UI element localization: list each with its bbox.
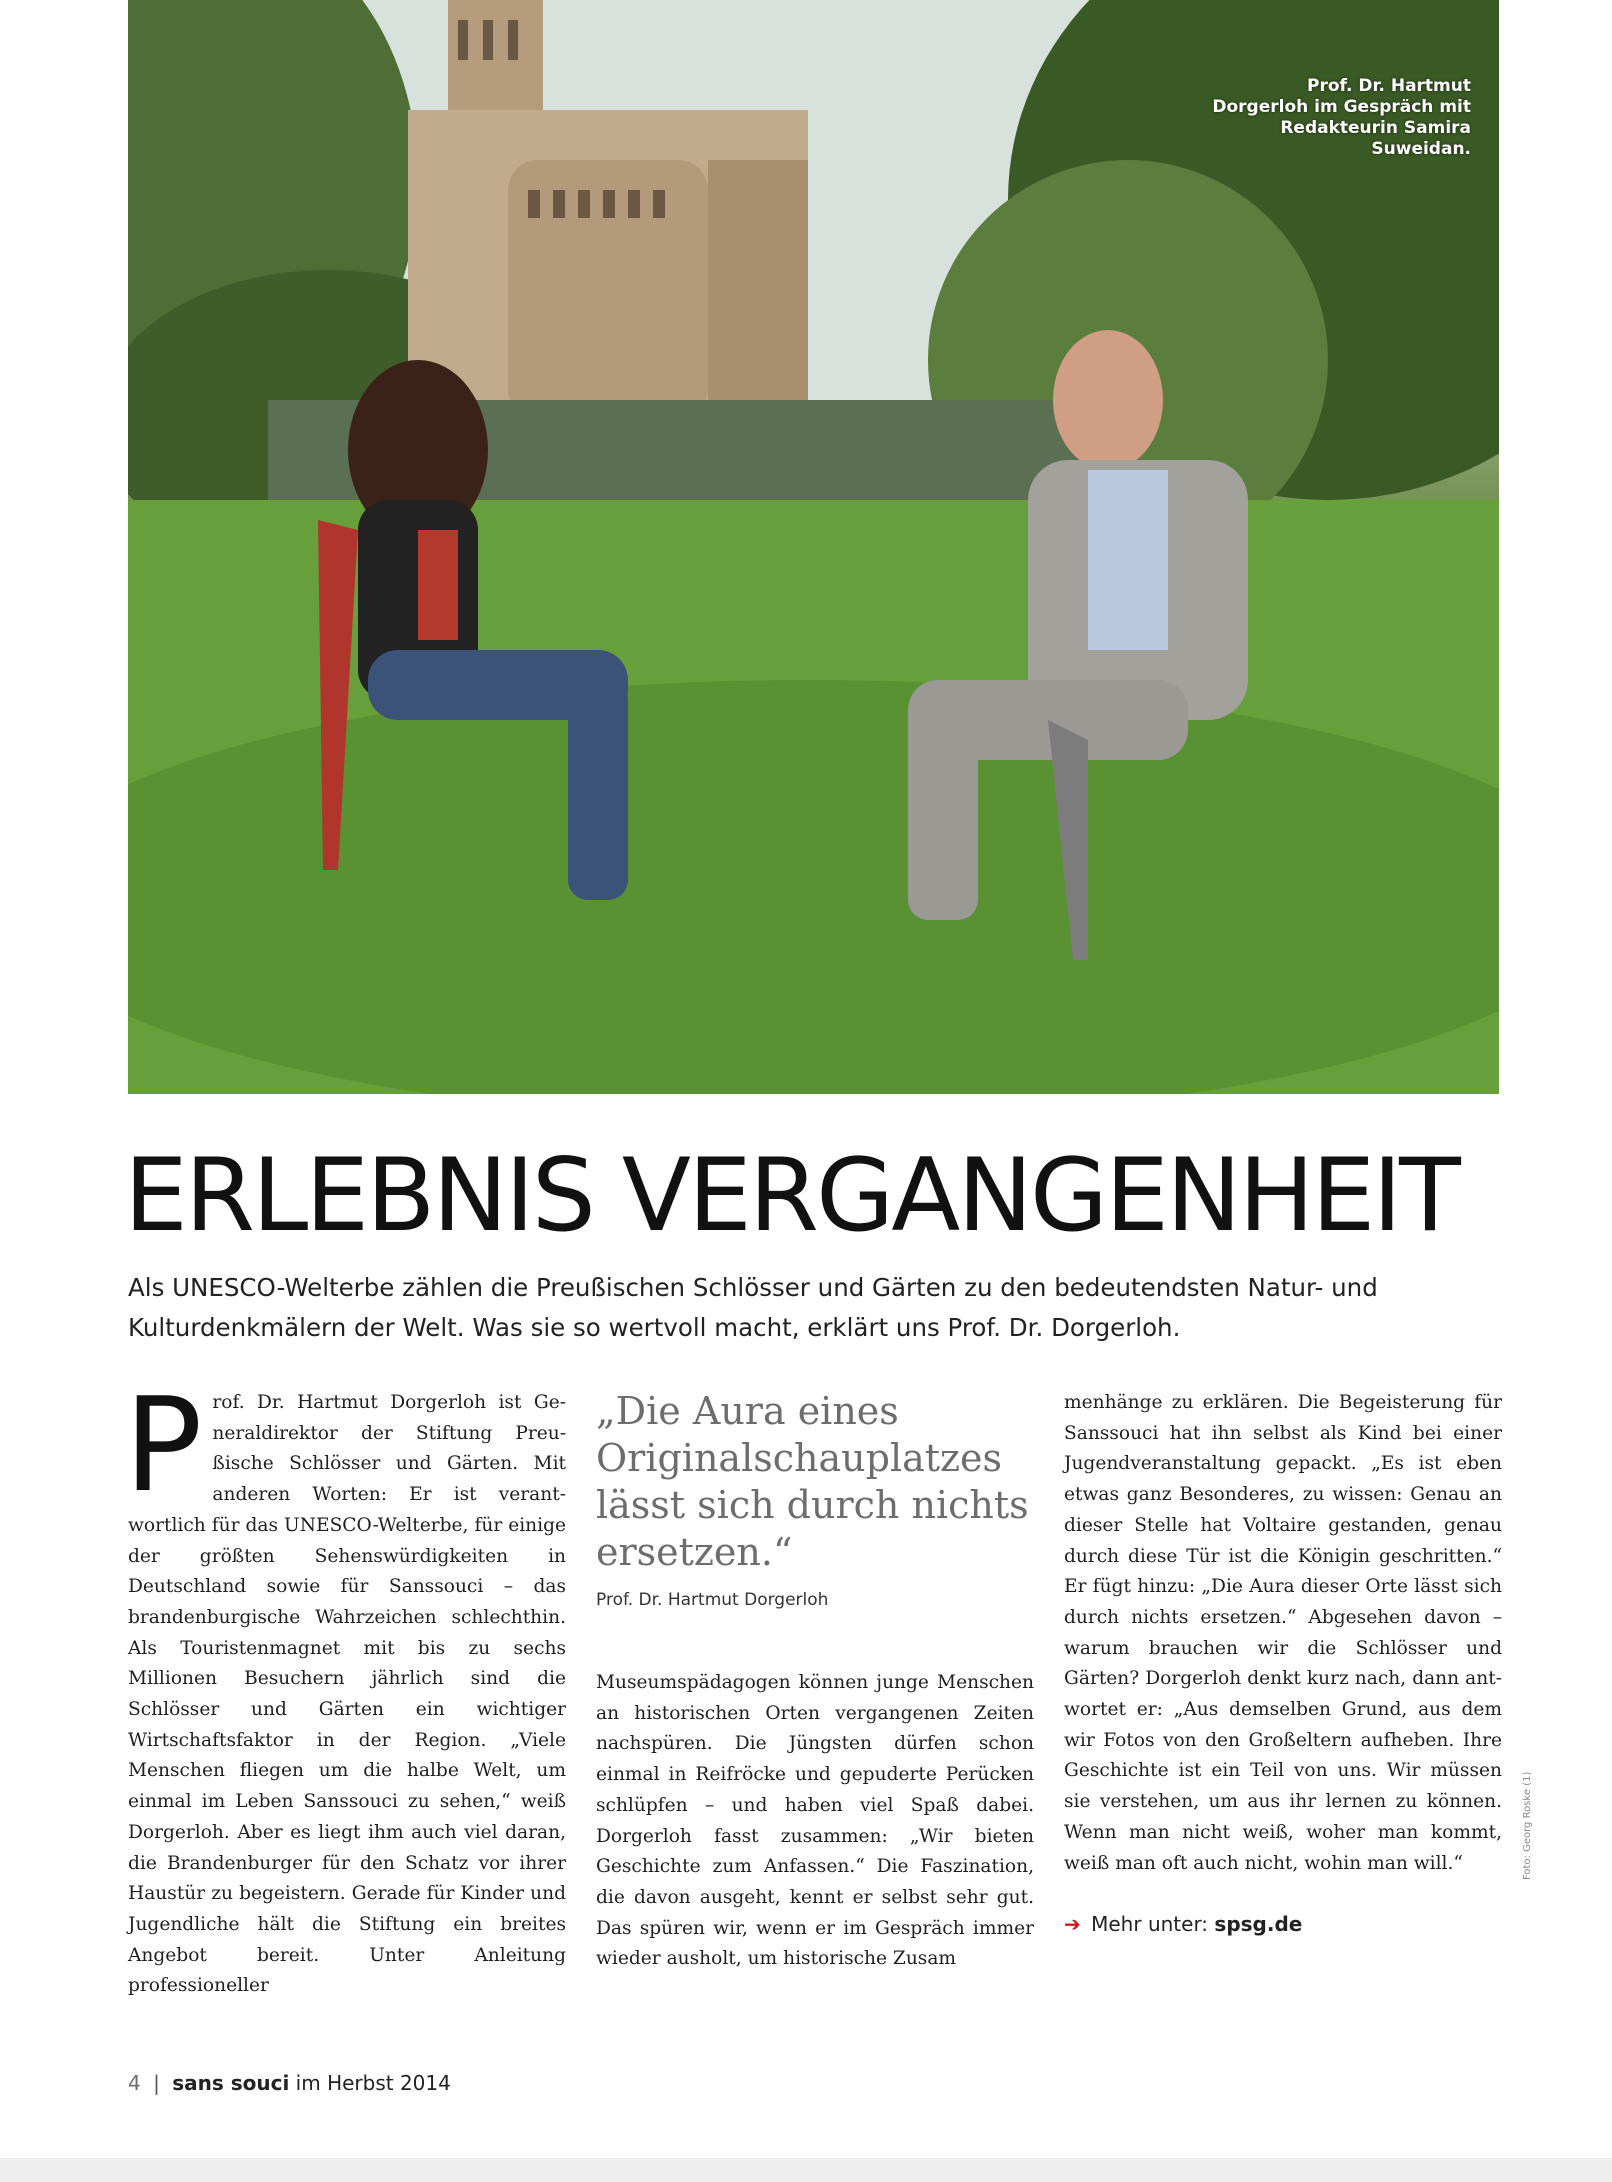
photo-caption: Prof. Dr. Hartmut Dorgerloh im Gespräch mit Redakteurin Samira Suweidan.	[1212, 76, 1471, 159]
article-column-1	[124, 1369, 566, 2002]
more-info-prefix: Mehr unter:	[1091, 1912, 1209, 1937]
bottom-strip	[0, 2158, 1612, 2182]
page-footer	[128, 2071, 451, 2095]
magazine-edition: im Herbst 2014	[295, 2071, 451, 2095]
article-column-3	[1064, 1388, 1502, 1940]
footer-separator: |	[153, 2071, 160, 2095]
article-column-2	[596, 1388, 1034, 1975]
intro-text: Als UNESCO-Welterbe zählen die Preußischen Schlösser und Gärten zu den bedeutendsten Natur- und Kulturdenkmälern der Welt. Was sie so wertvoll macht, erklärt uns Prof. Dr. Dorgerloh.	[128, 1273, 1378, 1342]
drop-cap: P	[124, 1369, 203, 1521]
hero-photo	[128, 0, 1499, 1094]
photo-illustration	[128, 0, 1499, 1094]
photo-credit: Foto: Georg Roske (1)	[1522, 1771, 1533, 1880]
page-number: 4	[128, 2071, 141, 2095]
more-info-domain[interactable]: spsg.de	[1214, 1912, 1303, 1937]
column-3-text: menhänge zu erklären. Die Begeisterung für Sanssouci hat ihn selbst als Kind bei einer Jugendveranstaltung gepackt. „Es ist eben etwas ganz Besonderes, zu wissen: Genau an dieser Stelle hat Voltaire gestanden, genau durch diese Tür ist die Königin geschritten.“ Er fügt hinzu: „Die Aura dieser Orte lässt sich durch nichts ersetzen.“ Abgesehen davon – warum brauchen wir die Schlösser und Gärten? Dorgerloh denkt kurz nach, dann antwortet er: „Aus demselben Grund, aus dem wir Fotos von den Großeltern aufheben. Ihre Geschichte ist ein Teil von uns. Wir müssen sie verstehen, um aus ihr lernen zu können. Wenn man nicht weiß, woher man kommt, weiß man oft auch nicht, wohin man will.“	[1064, 1392, 1502, 1874]
arrow-right-icon: ➔	[1064, 1912, 1081, 1937]
pull-quote-author: Prof. Dr. Hartmut Dorgerloh	[596, 1590, 829, 1610]
column-1-text: rof. Dr. Hartmut Dorgerloh ist Generaldirektor der Stiftung Preußische Schlösser und Gärten. Mit anderen Worten: Er ist verantwortlich für das UNESCO-Welterbe, für einige der größten Sehenswürdigkeiten in Deutschland sowie für Sanssouci – das brandenburgische Wahrzeichen schlechthin. Als Touristenmagnet mit bis zu sechs Millionen Besuchern jährlich sind die Schlösser und Gärten ein wichtiger Wirtschaftsfaktor in der Region. „Viele Menschen fliegen um die halbe Welt, um einmal im Leben Sanssouci zu sehen,“ weiß Dorgerloh. Aber es liegt ihm auch viel daran, die Brandenburger für den Schatz vor ihrer Haustür zu begeistern. Gerade für Kinder und Jugendliche hält die Stiftung ein breites Angebot bereit. Unter Anleitung professioneller	[128, 1392, 566, 1997]
magazine-name: sans souci	[172, 2071, 290, 2095]
column-2-text: Museumspädagogen können junge Menschen an historischen Orten vergangenen Zeiten nachspüren. Die Jüngsten dürfen schon einmal in Reifröcke und gepuderte Perücken schlüpfen – und haben viel Spaß dabei. Dorgerloh fasst zusammen: „Wir bieten Geschichte zum Anfassen.“ Die Faszination, die davon ausgeht, kennt er selbst sehr gut. Das spüren wir, wenn er im Gespräch immer wieder ausholt, um historische Zusam	[596, 1672, 1034, 1970]
pull-quote: „Die Aura eines Originalschauplatzes lässt sich durch nichts ersetzen.“	[596, 1389, 1029, 1574]
page-title: ERLEBNIS VERGANGENHEIT	[124, 1136, 1458, 1254]
more-info-link[interactable]	[1064, 1909, 1502, 1940]
